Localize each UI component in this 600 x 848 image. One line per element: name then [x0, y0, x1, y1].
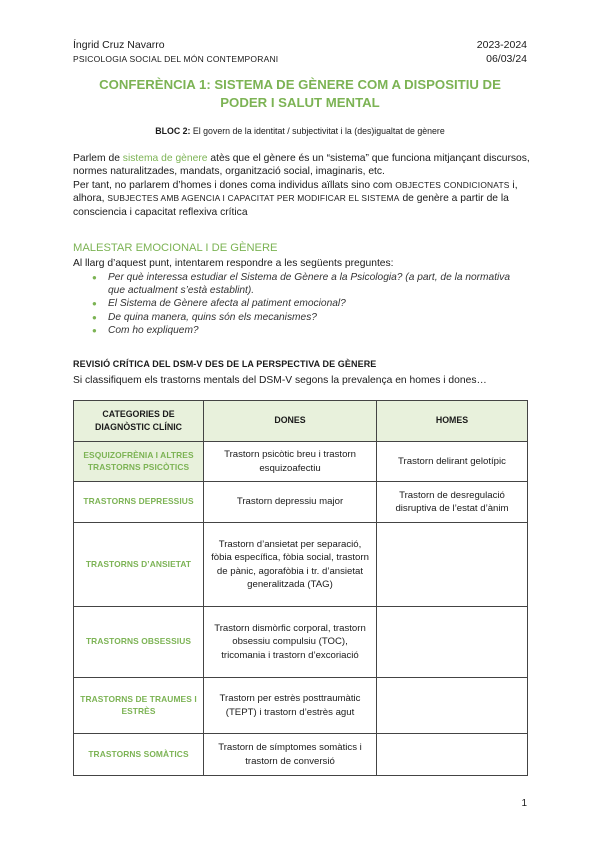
table-row: [74, 678, 528, 734]
dones-cell: Trastorn de símptomes somàtics i trastorn de conversió: [204, 734, 377, 776]
dones-cell: Trastorn per estrès posttraumàtic (TEPT) i trastorn d’estrès agut: [204, 678, 377, 734]
homes-cell: [377, 734, 528, 776]
page-header-left: [73, 38, 278, 66]
bullet-icon: ●: [92, 312, 97, 322]
intro-paragraph-2: [73, 179, 533, 219]
category-cell: TRASTORNS SOMÀTICS: [74, 734, 204, 776]
page-title-line2: PODER I SALUT MENTAL: [220, 95, 380, 110]
intro-p2-smallcaps-1: OBJECTES CONDICIONATS: [395, 179, 510, 190]
bloc-label: BLOC 2:: [155, 126, 191, 136]
intro-text: [73, 152, 533, 219]
review-title: REVISIÓ CRÍTICA DEL DSM-V DES DE LA PERSPECTIVA DE GÈNERE: [73, 359, 377, 369]
author-name: Íngrid Cruz Navarro: [73, 39, 165, 51]
question-list: [88, 271, 528, 337]
list-item: [88, 297, 528, 310]
table-row: [74, 734, 528, 776]
category-cell: ESQUIZOFRÈNIA I ALTRES TRASTORNS PSICÒTICS: [74, 442, 204, 482]
bullet-icon: ●: [92, 299, 97, 309]
page-header-right: [477, 38, 527, 66]
bullet-icon: ●: [92, 325, 97, 335]
category-cell: TRASTORNS D’ANSIETAT: [74, 523, 204, 607]
header-dones: DONES: [204, 401, 377, 442]
document-date: 06/03/24: [486, 53, 527, 65]
intro-paragraph-1: [73, 152, 533, 179]
list-item: [88, 311, 528, 324]
table-row: [74, 523, 528, 607]
intro-p1-end: atès que el gènere és un “sistema” que funciona mitjançant discursos, normes naturalitzades, mandats, organització social, imaginaris, etc.: [73, 153, 530, 178]
page-number: 1: [521, 798, 527, 809]
dones-cell: Trastorn d’ansietat per separació, fòbia específica, fòbia social, trastorn de pànic, agorafòbia i tr. d’ansietat generalitzada (TAG): [204, 523, 377, 607]
dones-cell: Trastorn depressiu major: [204, 482, 377, 523]
header-homes: HOMES: [377, 401, 528, 442]
intro-highlight: sistema de gènere: [122, 153, 208, 164]
question-text: Com ho expliquem?: [108, 324, 199, 336]
intro-p2-end: de genère a partir de la consciencia i capacitat reflexiva crítica: [73, 193, 509, 218]
question-text: Per què interessa estudiar el Sistema de Gènere a la Psicologia? (a part, de la normativa que actualment s’està establint).: [108, 272, 511, 297]
intro-p2-mid: i, alhora,: [73, 179, 518, 205]
table-header-row: [74, 401, 528, 442]
homes-cell: [377, 523, 528, 607]
question-text: De quina manera, quins són els mecanismes?: [108, 311, 317, 323]
bullet-icon: ●: [92, 273, 97, 282]
table-row: [74, 607, 528, 678]
homes-cell: Trastorn delirant gelotípic: [377, 442, 528, 482]
bloc-subtitle: [73, 126, 527, 136]
table-row: [74, 442, 528, 482]
page-title: [73, 76, 527, 112]
intro-p2-smallcaps-2: SUBJECTES AMB AGENCIA I CAPACITAT PER MODIFICAR EL SISTEMA: [107, 193, 400, 204]
page-title-line1: CONFERÈNCIA 1: SISTEMA DE GÈNERE COM A DISPOSITIU DE: [99, 77, 501, 92]
dsm-table: [73, 400, 528, 776]
category-cell: TRASTORNS DEPRESSIUS: [74, 482, 204, 523]
intro-p1-start: Parlem de: [73, 153, 123, 164]
category-cell: TRASTORNS OBSESSIUS: [74, 607, 204, 678]
header-categories: CATEGORIES DE DIAGNÒSTIC CLÍNIC: [74, 401, 204, 442]
dones-cell: Trastorn dismòrfic corporal, trastorn obsessiu compulsiu (TOC), tricomania i trastorn d’excoriació: [204, 607, 377, 678]
homes-cell: Trastorn de desregulació disruptiva de l’estat d’ànim: [377, 482, 528, 523]
homes-cell: [377, 678, 528, 734]
section-intro: Al llarg d’aquest punt, intentarem respondre a les següents preguntes:: [73, 258, 394, 269]
review-intro: Si classifiquem els trastorns mentals del DSM-V segons la prevalença en homes i dones…: [73, 375, 487, 386]
list-item: [88, 271, 528, 297]
academic-year: 2023-2024: [476, 39, 527, 51]
table-row: [74, 482, 528, 523]
intro-p2-start: Per tant, no parlarem d’homes i dones coma individus aïllats sino com: [73, 179, 396, 191]
course-name: PSICOLOGIA SOCIAL DEL MÓN CONTEMPORANI: [73, 54, 279, 64]
dones-cell: Trastorn psicòtic breu i trastorn esquizoafectiu: [204, 442, 377, 482]
section-title: MALESTAR EMOCIONAL I DE GÈNERE: [73, 242, 278, 254]
question-text: El Sistema de Gènere afecta al patiment emocional?: [108, 298, 346, 310]
bloc-text: El govern de la identitat / subjectivitat i la (des)igualtat de gènere: [190, 126, 445, 136]
homes-cell: [377, 607, 528, 678]
category-cell: TRASTORNS DE TRAUMES I ESTRÈS: [74, 678, 204, 734]
list-item: [88, 324, 528, 337]
